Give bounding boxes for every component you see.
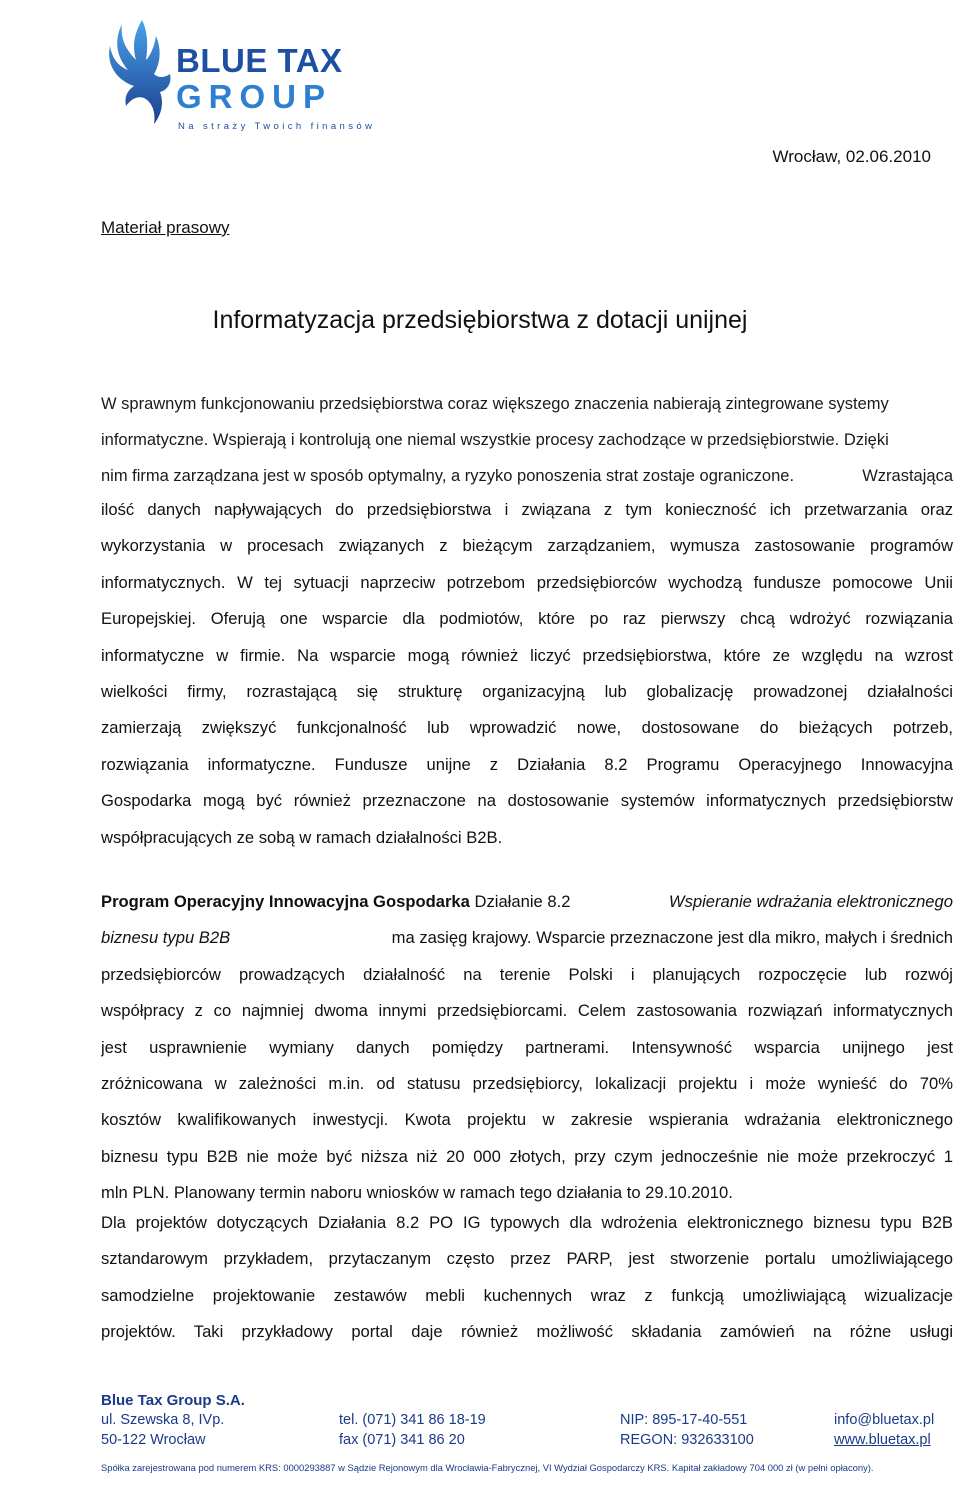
text-line: biznesu typu B2B nie może być niższa niż 20 000 złotych, przy czym jednocześnie nie może przekroczyć 1 [101, 1146, 953, 1166]
text-line [101, 884, 953, 920]
text-line: informatycznych. W tej sytuacji naprzeciw potrzebom przedsiębiorców wychodzą fundusze pomocowe Unii [101, 572, 953, 592]
text-line: współpracy z co najmniej dwoma innymi przedsiębiorcami. Celem zastosowania rozwiązań informatycznych [101, 1001, 953, 1021]
text-line: Europejskiej. Oferują one wsparcie dla podmiotów, które po raz pierwszy chcą wdrożyć rozwiązania [101, 609, 953, 629]
page-title: Informatyzacja przedsiębiorstwa z dotacji unijnej [212, 306, 748, 334]
program-name: Program Operacyjny Innowacyjna Gospodarka [101, 892, 470, 911]
eagle-icon [104, 16, 174, 128]
text-line: jest usprawnienie wymiany danych pomiędzy partnerami. Intensywność wsparcia unijnego jest [101, 1037, 953, 1057]
text-line: wielkości firmy, rozrastającą się strukturę organizacyjną lub globalizację prowadzonej działalności [101, 681, 953, 701]
intro-line: W sprawnym funkcjonowaniu przedsiębiorstwa coraz większego znaczenia nabierają zintegrowane systemy [101, 395, 889, 413]
text-line: zamierzają zwiększyć funkcjonalność lub wprowadzić nowe, dostosowane do bieżących potrzeb, [101, 718, 953, 738]
text-line: kosztów kwalifikowanych inwestycji. Kwota projektu w zakresie wspierania wdrażania elektronicznego [101, 1110, 953, 1130]
intro-paragraph [101, 386, 953, 494]
paragraph-2 [101, 884, 953, 1212]
intro-line-tail: Wzrastająca [862, 467, 953, 485]
company-logo [104, 16, 376, 132]
footer-legal-note: Spółka zarejestrowana pod numerem KRS: 0000293887 w Sądzie Rejonowym dla Wrocławia-Fabrycznej, VI Wydział Gospodarczy KRS. Kapitał zakładowy 704 000 zł (w pełni opłacony). [101, 1462, 874, 1473]
text-line: Gospodarka mogą być również przeznaczone na dostosowanie systemów informatycznych przedsiębiorstw [101, 791, 953, 811]
footer-company: Blue Tax Group S.A. [101, 1392, 245, 1409]
paragraph-1 [101, 492, 953, 856]
text-line: zróżnicowana w zależności m.in. od statusu przedsiębiorcy, lokalizacji projektu i może wynieść do 70% [101, 1073, 953, 1093]
footer-street: ul. Szewska 8, IVp. [101, 1412, 225, 1428]
text-line: informatyczne w firmie. Na wsparcie mogą również liczyć przedsiębiorstwa, które ze względu na wzrost [101, 645, 953, 665]
text-line: ilość danych napływających do przedsiębiorstwa i związana z tym konieczność ich przetwarzania oraz [101, 500, 953, 519]
footer-nip: NIP: 895-17-40-551 [620, 1412, 748, 1428]
text-line: samodzielne projektowanie zestawów mebli kuchennych wraz z funkcją umożliwiającą wizualizacje [101, 1285, 953, 1305]
text-line: współpracujących ze sobą w ramach działalności B2B. [101, 827, 503, 847]
document-date: Wrocław, 02.06.2010 [772, 147, 931, 166]
text-line: rozwiązania informatyczne. Fundusze unijne z Działania 8.2 Programu Operacyjnego Innowacyjna [101, 754, 953, 774]
footer-regon: REGON: 932633100 [620, 1432, 754, 1448]
logo-subtitle: GROUP [176, 78, 333, 115]
text-line-rest: ma zasięg krajowy. Wsparcie przeznaczone jest dla mikro, małych i średnich [387, 928, 953, 948]
text-line: Dla projektów dotyczących Działania 8.2 PO IG typowych dla wdrożenia elektronicznego biznesu typu B2B [101, 1213, 953, 1232]
intro-line [101, 458, 953, 494]
footer-website-link[interactable]: www.bluetax.pl [834, 1432, 931, 1448]
intro-line: informatyczne. Wspierają i kontrolują one niemal wszystkie procesy zachodzące w przedsiębiorstwie. Dzięki [101, 431, 889, 449]
text-line: mln PLN. Planowany termin naboru wniosków w ramach tego działania to 29.10.2010. [101, 1183, 733, 1203]
footer-email-link[interactable]: info@bluetax.pl [834, 1412, 935, 1428]
measure-label: Działanie 8.2 [469, 892, 576, 911]
footer-phone: tel. (071) 341 86 18-19 [339, 1412, 486, 1428]
text-line: przedsiębiorców prowadzących działalność na terenie Polski i planujących rozpoczęcie lub rozwój [101, 964, 953, 984]
footer-city: 50-122 Wrocław [101, 1432, 206, 1448]
text-line: wykorzystania w procesach związanych z bieżącym zarządzaniem, wymusza zastosowanie programów [101, 536, 953, 556]
logo-title: BLUE TAX [176, 42, 343, 79]
press-label: Materiał prasowy [101, 218, 230, 237]
measure-title: Wspieranie wdrażania elektronicznego [668, 892, 953, 911]
footer-fax: fax (071) 341 86 20 [339, 1432, 465, 1448]
text-line: sztandarowym przykładem, przytaczanym często przez PARP, jest stworzenie portalu umożliwiającego [101, 1249, 953, 1269]
text-line [101, 920, 953, 956]
logo-tagline: Na straży Twoich finansów [178, 121, 376, 132]
paragraph-3 [101, 1205, 953, 1351]
intro-line-text: nim firma zarządzana jest w sposób optymalny, a ryzyko ponoszenia strat zostaje ograniczone. [101, 467, 795, 485]
measure-title-cont: biznesu typu B2B [101, 928, 231, 948]
text-line: projektów. Taki przykładowy portal daje również możliwość składania zamówień na różne usługi [101, 1322, 953, 1342]
